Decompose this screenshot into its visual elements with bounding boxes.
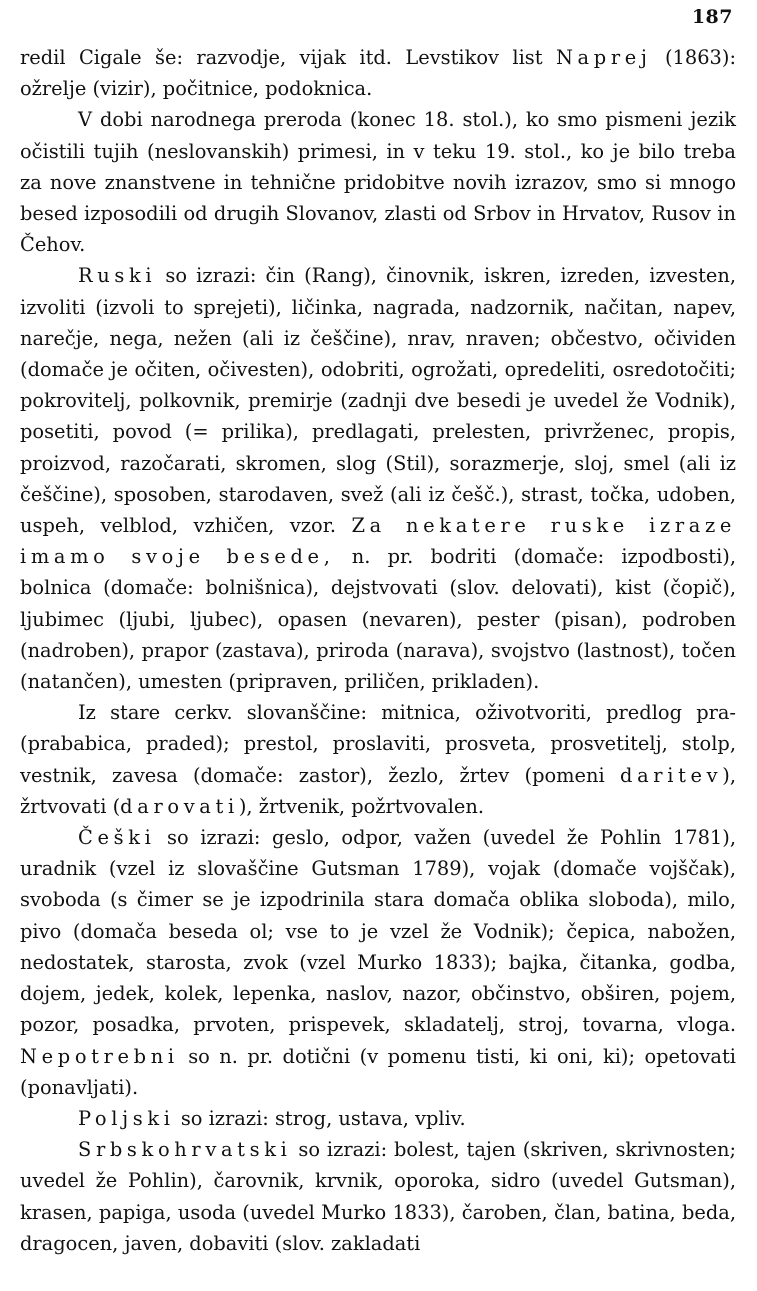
paragraph — [20, 260, 736, 697]
text-segment: so izrazi: geslo, odpor, važen (uvedel že Pohlin 1781), uradnik (vzel iz slovaščine Gutsman 1789), vojak (domače vojščak), svoboda (s čimer se je izpodrinila stara domača oblika sloboda), milo, pivo (domača beseda ol; vse to je vzel že Vodnik); čepica, nabožen, nedostatek, starosta, zvok (vzel Murko 1833); bajka, čitanka, godba, dojem, jedek, kolek, lepenka, naslov, nazor, občinstvo, obširen, pojem, pozor, posadka, prvoten, prispevek, skladatelj, stroj, tovarna, vloga. — [20, 826, 736, 1037]
body-text — [20, 42, 736, 1259]
spaced-emphasis-text: Naprej — [555, 46, 652, 69]
spaced-emphasis-text: Češki — [78, 826, 156, 850]
text-segment: so izrazi: strog, ustava, vpliv. — [174, 1106, 466, 1130]
paragraph — [20, 42, 736, 104]
paragraph — [20, 104, 736, 260]
spaced-emphasis-text: Srbskohrvatski — [78, 1138, 292, 1162]
text-segment: so izrazi: čin (Rang), činovnik, iskren, izreden, izvesten, izvoliti (izvoli to sprejeti), ličinka, nagrada, nadzornik, načitan, napev, narečje, nega, nežen (ali iz češčine), nrav, nraven; občestvo, očividen (domače je očiten, očivesten), odobriti, ogrožati, opredeliti, osredotočiti; pokrovitelj, polkovnik, premirje (zadnji dve besedi je uvedel že Vodnik), posetiti, povod (= prilika), predlagati, prelesten, privrženec, propis, proizvod, razočarati, skromen, slog (Stil), sorazmerje, sloj, smel (ali iz češčine), sposoben, starodaven, svež (ali iz češč.), strast, točka, udoben, uspeh, velblod, vzhičen, vzor. — [20, 264, 736, 538]
text-segment: n. pr. bodriti (domače: izpodbosti), bolnica (domače: bolnišnica), dejstvovati (slov. delovati), kist (čopič), ljubimec (ljubi, ljubec), opasen (nevaren), pester (pisan), podroben (nadroben), prapor (zastava), priroda (narava), svojstvo (lastnost), točen (natančen), umesten (pripraven, priličen, prikladen). — [20, 545, 736, 694]
text-segment: V dobi narodnega preroda (konec 18. stol.), ko smo pismeni jezik očistili tujih (neslovanskih) primesi, in v teku 19. stol., ko je bilo treba za nove znanstvene in tehnične pridobitve novih izrazov, smo si mnogo besed izposodili od drugih Slovanov, zlasti od Srbov in Hrvatov, Rusov in Čehov. — [20, 108, 736, 257]
paragraph — [20, 1103, 736, 1134]
paragraph — [20, 1134, 736, 1259]
paragraph — [20, 822, 736, 1103]
spaced-emphasis-text: daritev — [620, 763, 723, 787]
spaced-emphasis-text: Nepotrebni — [20, 1044, 179, 1068]
text-segment: so izrazi: bolest, tajen (skriven, skrivnosten; uvedel že Pohlin), čarovnik, krvnik, oporoka, sidro (uvedel Gutsman), krasen, papiga, usoda (uvedel Murko 1833), čaroben, član, batina, beda, dragocen, javen, dobaviti (slov. zakladati — [20, 1138, 736, 1255]
spaced-emphasis-text: Ruski — [78, 264, 157, 288]
text-segment: ), žrtvenik, požrtvovalen. — [238, 794, 485, 818]
text-segment: Iz stare cerkv. slovanščine: mitnica, oživotvoriti, predlog pra- (prababica, praded); prestol, proslaviti, prosveta, prosvetitelj, stolp, vestnik, zavesa (domače: zastor), žezlo, žrtev (pomeni — [20, 701, 736, 787]
paragraph — [20, 697, 736, 822]
text-segment: ), žrtvovati ( — [20, 763, 736, 818]
spaced-emphasis-text: Poljski — [78, 1106, 175, 1130]
spaced-emphasis-text: darovati — [120, 794, 239, 818]
text-segment: so n. pr. dotični (v pomenu tisti, ki oni, ki); opetovati (ponavljati). — [20, 1044, 736, 1099]
page-number: 187 — [691, 6, 733, 28]
spaced-emphasis-text: Za nekatere ruske izraze imamo svoje besede, — [20, 514, 736, 569]
text-segment: (1863): ožrelje (vizir), počitnice, podoknica. — [20, 46, 736, 101]
text-segment: redil Cigale še: razvodje, vijak itd. Levstikov list — [20, 46, 556, 69]
